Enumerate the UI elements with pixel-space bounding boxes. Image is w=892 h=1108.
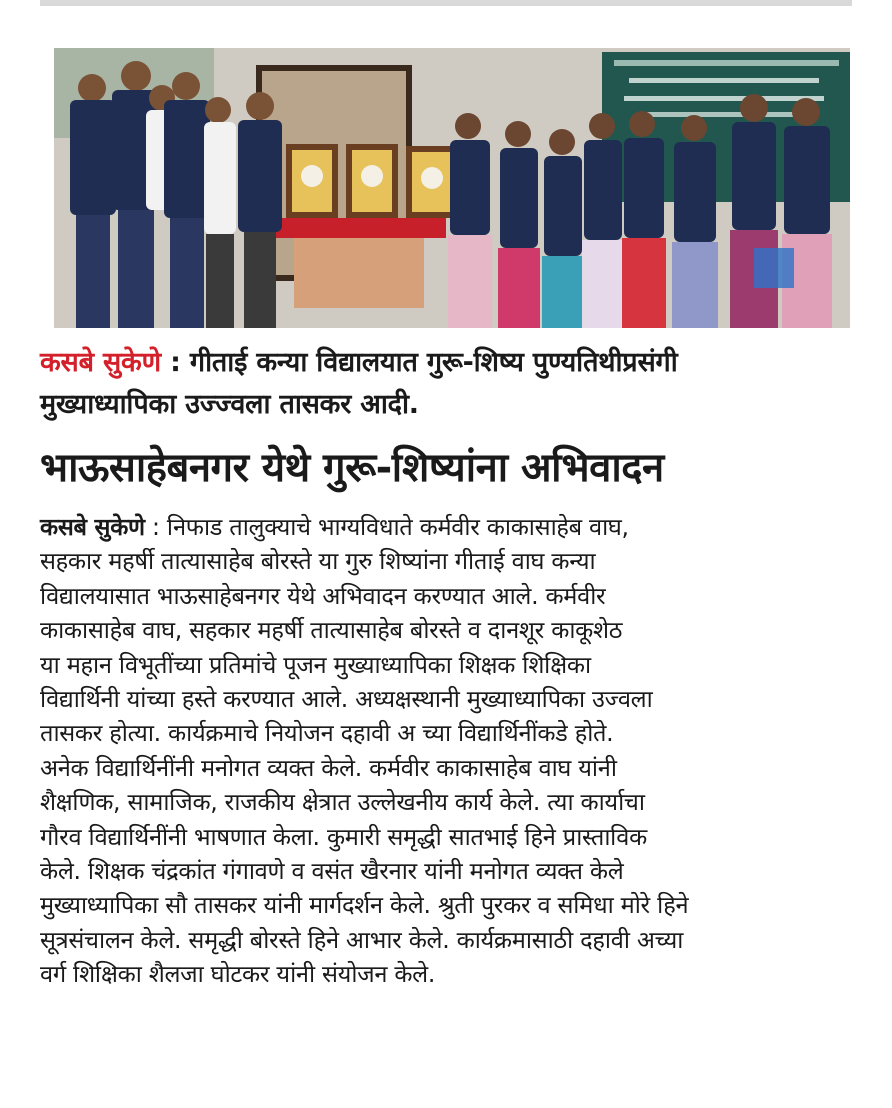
article-body [40, 510, 858, 992]
article-line: तासकर होत्या. कार्यक्रमाचे नियोजन दहावी अ च्या विद्यार्थिनींकडे होते. [40, 719, 614, 748]
caption-line-1 [40, 342, 860, 384]
caption-location: कसबे सुकेणे [40, 347, 161, 378]
article-dateline: कसबे सुकेणे [40, 513, 145, 541]
article-line: सूत्रसंचालन केले. समृद्धी बोरस्ते हिने आभार केले. कार्यक्रमासाठी दहावी अच्या [40, 925, 684, 954]
article-line: सहकार महर्षी तात्यासाहेब बोरस्ते या गुरु शिष्यांना गीताई वाघ कन्या [40, 547, 596, 576]
article-separator: : [144, 513, 167, 541]
article-line: शैक्षणिक, सामाजिक, राजकीय क्षेत्रात उल्लेखनीय कार्य केले. त्या कार्याचा [40, 788, 645, 817]
article-line: अनेक विद्यार्थिनींनी मनोगत व्यक्त केले. कर्मवीर काकासाहेब वाघ यांनी [40, 753, 617, 782]
photo-caption [40, 342, 860, 426]
top-border-strip [40, 0, 852, 6]
article-line: मुख्याध्यापिका सौ तासकर यांनी मार्गदर्शन केले. श्रुती पुरकर व समिधा मोरे हिने [40, 891, 689, 920]
caption-line-2: मुख्याध्यापिका उज्ज्वला तासकर आदी. [40, 389, 419, 420]
article-line: वर्ग शिक्षिका शैलजा घोटकर यांनी संयोजन केले. [40, 960, 436, 989]
article-line: विद्यार्थिनी यांच्या हस्ते करण्यात आले. अध्यक्षस्थानी मुख्याध्यापिका उज्वला [40, 685, 653, 714]
event-photo-illustration [54, 48, 850, 328]
article-line: गौरव विद्यार्थिनींनी भाषणात केला. कुमारी समृद्धी सातभाई हिने प्रास्ताविक [40, 822, 647, 851]
article-line: काकासाहेब वाघ, सहकार महर्षी तात्यासाहेब बोरस्ते व दानशूर काकूशेठ [40, 616, 623, 645]
caption-separator: : [160, 347, 190, 378]
caption-text-1: गीताई कन्या विद्यालयात गुरू-शिष्य पुण्यतिथीप्रसंगी [189, 347, 678, 378]
article-line: या महान विभूतींच्या प्रतिमांचे पूजन मुख्याध्यापिका शिक्षक शिक्षिका [40, 650, 591, 679]
article-first-text: निफाड तालुक्याचे भाग्यविधाते कर्मवीर काकासाहेब वाघ, [166, 513, 629, 541]
article-headline: भाऊसाहेबनगर येथे गुरू-शिष्यांना अभिवादन [40, 445, 664, 491]
article-line: विद्यालयासात भाऊसाहेबनगर येथे अभिवादन करण्यात आले. कर्मवीर [40, 581, 606, 610]
article-line: केले. शिक्षक चंद्रकांत गंगावणे व वसंत खैरनार यांनी मनोगत व्यक्त केले [40, 857, 624, 886]
event-photo [54, 48, 850, 328]
article-first-line [40, 510, 858, 544]
